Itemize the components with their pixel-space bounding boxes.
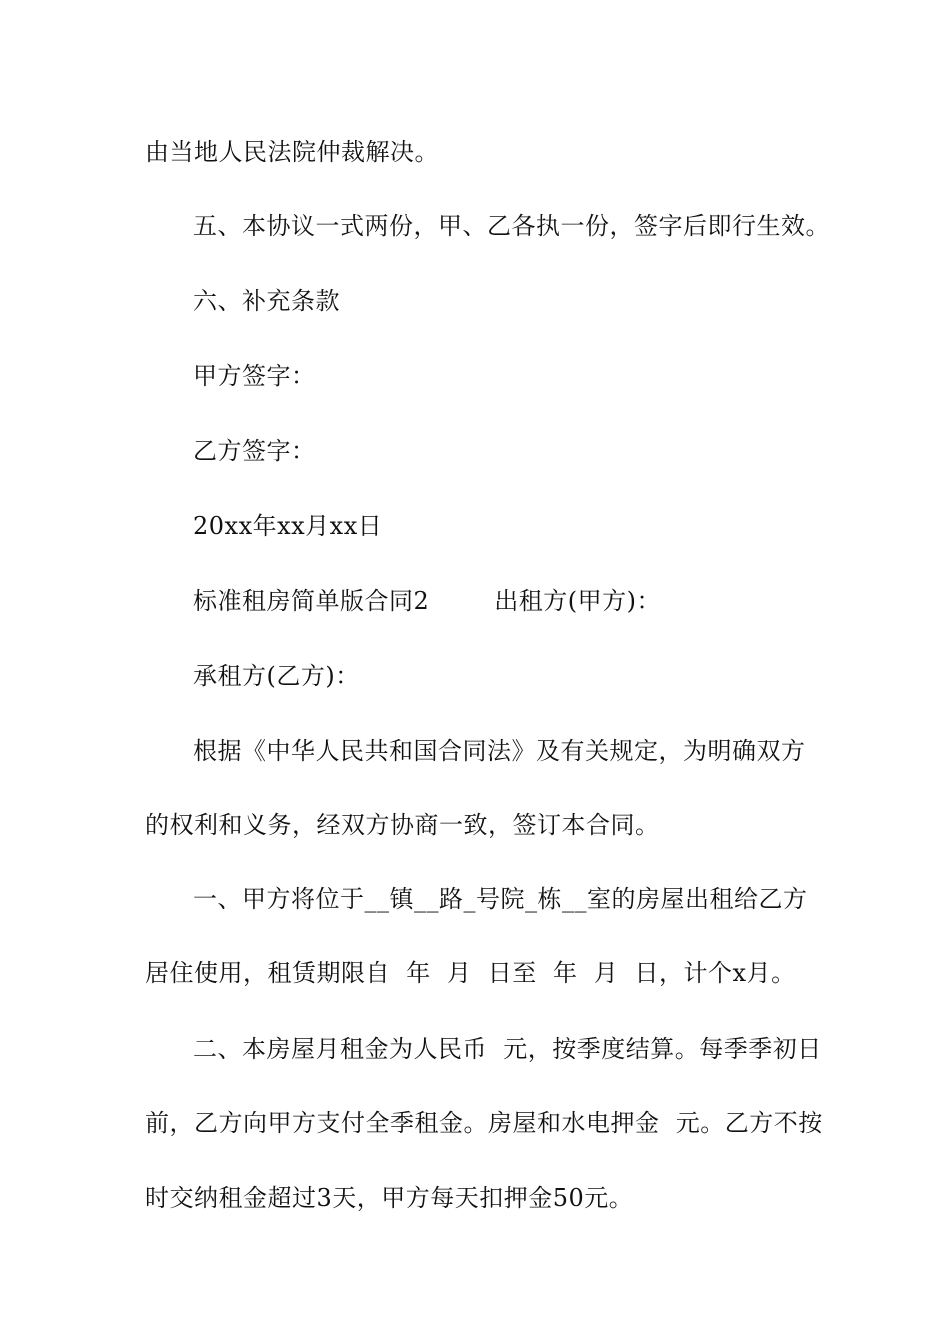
paragraph-line: 一、甲方将位于__镇__路_号院_栋__室的房屋出租给乙方 xyxy=(193,885,808,913)
paragraph-line: 由当地人民法院仲裁解决。 xyxy=(145,138,439,166)
paragraph-line: 二、本房屋月租金为人民币 元，按季度结算。每季季初日 xyxy=(193,1035,822,1063)
paragraph-line: 五、本协议一式两份，甲、乙各执一份，签字后即行生效。 xyxy=(193,212,830,240)
paragraph-line: 时交纳租金超过3天，甲方每天扣押金50元。 xyxy=(145,1184,634,1212)
contract-title-line: 标准租房简单版合同2 出租方(甲方)： xyxy=(193,587,662,615)
paragraph-line: 居住使用，租赁期限自 年 月 日至 年 月 日，计个x月。 xyxy=(145,959,796,987)
section-heading: 六、补充条款 xyxy=(193,287,340,315)
lessee-line: 承租方(乙方)： xyxy=(193,662,360,690)
paragraph-line: 的权利和义务，经双方协商一致，签订本合同。 xyxy=(145,811,660,839)
signature-party-b: 乙方签字： xyxy=(193,437,316,465)
date-line: 20xx年xx月xx日 xyxy=(193,512,383,540)
paragraph-line: 前，乙方向甲方支付全季租金。房屋和水电押金 元。乙方不按 xyxy=(145,1109,823,1137)
paragraph-line: 根据《中华人民共和国合同法》及有关规定，为明确双方 xyxy=(193,737,806,765)
signature-party-a: 甲方签字： xyxy=(193,362,316,390)
